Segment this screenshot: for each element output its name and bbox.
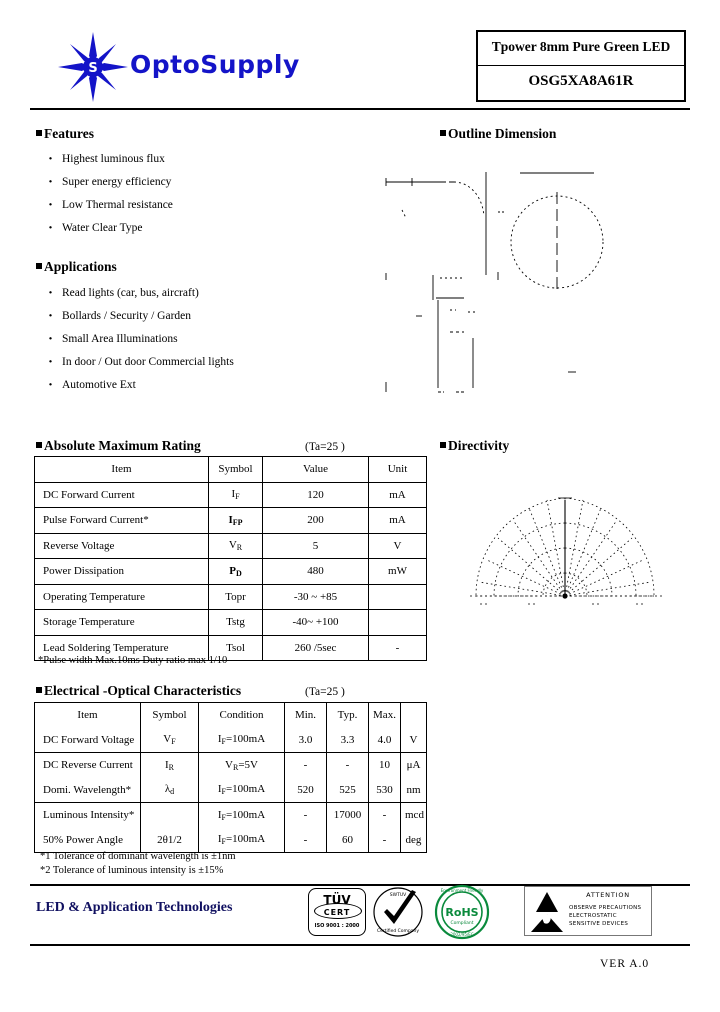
cell-symbol xyxy=(141,803,199,828)
table-row xyxy=(35,482,427,508)
cell-symbol: $V_R$ xyxy=(209,533,263,559)
bullet-square-icon xyxy=(36,130,42,136)
cell-item: Domi. Wavelength* xyxy=(35,778,141,803)
cell-symbol: Tstg xyxy=(209,610,263,636)
electrical-footnote-1: *1 Tolerance of dominant wavelength is ±1nm xyxy=(40,851,236,862)
tuv-label-1: TÜV xyxy=(323,893,351,907)
product-title: Tpower 8mm Pure Green LED xyxy=(491,39,671,54)
features-heading xyxy=(36,126,94,142)
outline-dimension-label: Outline Dimension xyxy=(448,126,557,141)
bullet-square-icon xyxy=(36,687,42,693)
cell-item: Pulse Forward Current* xyxy=(35,508,209,534)
cell-min: 3.0 xyxy=(285,728,327,753)
swtuv-top-label: SWTUV xyxy=(389,893,407,898)
bullet-square-icon xyxy=(440,442,446,448)
cell-condition: $I_F=100mA$ xyxy=(199,803,285,828)
tuv-cert-badge xyxy=(308,888,366,936)
cell-unit: mW xyxy=(369,559,427,585)
header-rule xyxy=(30,108,690,110)
table-row xyxy=(35,533,427,559)
cell-condition: $I_F=100mA$ xyxy=(199,828,285,853)
col-header-typ: Typ. xyxy=(327,703,369,728)
cell-max: 4.0 xyxy=(369,728,401,753)
swtuv-caption: Certified Company xyxy=(376,929,420,934)
applications-heading-label: Applications xyxy=(44,259,117,274)
bullet-square-icon xyxy=(36,263,42,269)
cell-min: - xyxy=(285,828,327,853)
cell-typ: - xyxy=(327,753,369,778)
cell-symbol: $V_F$ xyxy=(141,728,199,753)
cell-symbol: $I_R$ xyxy=(141,753,199,778)
col-header-symbol: Symbol xyxy=(209,457,263,483)
cell-value: 5 xyxy=(263,533,369,559)
rohs-top-text: Environment Friendly xyxy=(440,888,484,893)
col-header-item: Item xyxy=(35,457,209,483)
list-item: · Super energy efficiency xyxy=(40,171,300,194)
cell-symbol: $\lambda_d$ xyxy=(141,778,199,803)
cell-unit: mcd xyxy=(401,803,427,828)
cell-symbol: 2θ1/2 xyxy=(141,828,199,853)
cell-max: - xyxy=(369,803,401,828)
cell-item: 50% Power Angle xyxy=(35,828,141,853)
cell-value: 120 xyxy=(263,482,369,508)
col-header-item: Item xyxy=(35,703,141,728)
col-header-condition: Condition xyxy=(199,703,285,728)
esd-lines xyxy=(569,904,641,928)
list-item: · Highest luminous flux xyxy=(40,148,300,171)
table-row xyxy=(35,728,427,753)
esd-line-1: OBSERVE PRECAUTIONS xyxy=(569,905,642,911)
directivity-polar-diagram xyxy=(440,468,690,608)
col-header-max: Max. xyxy=(369,703,401,728)
cell-symbol: Topr xyxy=(209,584,263,610)
outline-dimension-heading xyxy=(440,126,556,142)
absolute-maximum-rating-table xyxy=(34,456,427,661)
col-header-unit: Unit xyxy=(369,457,427,483)
rohs-bottom-text: 2002/95/EC xyxy=(450,932,474,937)
cell-symbol: $I_{FP}$ xyxy=(209,508,263,534)
cell-item: Reverse Voltage xyxy=(35,533,209,559)
title-divider xyxy=(478,65,684,66)
cell-symbol: $I_F$ xyxy=(209,482,263,508)
part-number: OSG5XA8A61R xyxy=(528,73,634,89)
table-row xyxy=(35,559,427,585)
footer-tagline: LED & Application Technologies xyxy=(36,900,233,915)
col-header-symbol: Symbol xyxy=(141,703,199,728)
outline-dimension-drawing xyxy=(372,160,688,415)
electrical-optical-table xyxy=(34,702,427,853)
cell-item: DC Forward Current xyxy=(35,482,209,508)
table-header-row xyxy=(35,703,427,728)
tuv-label-3: ISO 9001 : 2000 xyxy=(314,923,360,929)
cell-unit: - xyxy=(369,635,427,661)
list-item: · Bollards / Security / Garden xyxy=(40,305,320,328)
cell-condition: $I_F=100mA$ xyxy=(199,728,285,753)
table-row xyxy=(35,803,427,828)
cell-value: -40~ +100 xyxy=(263,610,369,636)
list-item: · Water Clear Type xyxy=(40,217,300,240)
directivity-heading xyxy=(440,438,509,454)
features-heading-label: Features xyxy=(44,126,94,141)
electrical-heading-label: Electrical -Optical Characteristics xyxy=(44,683,242,698)
cell-unit: deg xyxy=(401,828,427,853)
cell-min: - xyxy=(285,753,327,778)
bullet-square-icon xyxy=(440,130,446,136)
cell-typ: 17000 xyxy=(327,803,369,828)
esd-line-2: ELECTROSTATIC xyxy=(569,913,617,919)
applications-list xyxy=(40,282,320,397)
cell-unit: mA xyxy=(369,482,427,508)
esd-title: ATTENTION xyxy=(586,891,630,899)
abs-max-condition: (Ta=25 ) xyxy=(305,441,345,453)
cell-unit xyxy=(369,610,427,636)
cell-typ: 3.3 xyxy=(327,728,369,753)
col-header-unit xyxy=(401,703,427,728)
rohs-label: RoHS xyxy=(445,906,479,919)
rohs-sub-label: Compliant xyxy=(450,921,474,926)
cell-symbol: $P_D$ xyxy=(209,559,263,585)
electrical-condition: (Ta=25 ) xyxy=(305,686,345,698)
version-label: VER A.0 xyxy=(600,958,650,970)
company-name: OptoSupply xyxy=(130,50,300,79)
list-item: · In door / Out door Commercial lights xyxy=(40,351,320,374)
col-header-min: Min. xyxy=(285,703,327,728)
electrical-footnote-2: *2 Tolerance of luminous intensity is ±15% xyxy=(40,865,224,876)
cell-item: Storage Temperature xyxy=(35,610,209,636)
esd-line-3: SENSITIVE DEVICES xyxy=(569,921,629,927)
applications-heading xyxy=(36,259,117,275)
footer-rule-bottom xyxy=(30,944,690,946)
list-item: · Read lights (car, bus, aircraft) xyxy=(40,282,320,305)
table-row xyxy=(35,508,427,534)
cell-min: - xyxy=(285,803,327,828)
electrical-heading xyxy=(36,683,241,699)
cell-item: Luminous Intensity* xyxy=(35,803,141,828)
bullet-square-icon xyxy=(36,442,42,448)
cell-max: 530 xyxy=(369,778,401,803)
abs-max-footnote: *Pulse width Max.10ms Duty ratio max 1/10 xyxy=(38,655,228,666)
esd-hand-triangle-icon xyxy=(527,888,567,936)
features-list xyxy=(40,148,300,240)
cell-typ: 525 xyxy=(327,778,369,803)
table-row xyxy=(35,778,427,803)
tuv-label-2: CERT xyxy=(323,908,351,917)
company-logo xyxy=(38,30,338,100)
cell-unit xyxy=(369,584,427,610)
table-header-row xyxy=(35,457,427,483)
cell-symbol: Tsol xyxy=(209,635,263,661)
cell-value: 480 xyxy=(263,559,369,585)
list-item: · Small Area Illuminations xyxy=(40,328,320,351)
table-row xyxy=(35,828,427,853)
cell-item: Operating Temperature xyxy=(35,584,209,610)
cell-value: 200 xyxy=(263,508,369,534)
abs-max-heading xyxy=(36,438,201,454)
col-header-value: Value xyxy=(263,457,369,483)
table-row xyxy=(35,610,427,636)
cell-unit: V xyxy=(369,533,427,559)
cell-max: 10 xyxy=(369,753,401,778)
cell-condition: $I_F=100mA$ xyxy=(199,778,285,803)
cell-typ: 60 xyxy=(327,828,369,853)
abs-max-heading-label: Absolute Maximum Rating xyxy=(44,438,201,453)
esd-attention-box xyxy=(524,886,652,936)
cell-unit: mA xyxy=(369,508,427,534)
product-title-box xyxy=(476,30,686,102)
table-row xyxy=(35,584,427,610)
cell-unit: V xyxy=(401,728,427,753)
cell-item: DC Forward Voltage xyxy=(35,728,141,753)
page-header xyxy=(0,14,720,106)
cell-item: Power Dissipation xyxy=(35,559,209,585)
cell-item: Lead Soldering Temperature xyxy=(35,635,209,661)
cell-item: DC Reverse Current xyxy=(35,753,141,778)
cell-max: - xyxy=(369,828,401,853)
cell-condition: $V_R=5V$ xyxy=(199,753,285,778)
cell-min: 520 xyxy=(285,778,327,803)
directivity-heading-label: Directivity xyxy=(448,438,510,453)
table-row xyxy=(35,753,427,778)
star-burst-icon xyxy=(58,32,128,102)
cell-value: 260 /5sec xyxy=(263,635,369,661)
cell-unit: nm xyxy=(401,778,427,803)
swtuv-checkmark-badge xyxy=(372,886,424,938)
list-item: · Automotive Ext xyxy=(40,374,320,397)
cell-value: -30 ~ +85 xyxy=(263,584,369,610)
list-item: · Low Thermal resistance xyxy=(40,194,300,217)
cell-unit: μA xyxy=(401,753,427,778)
svg-text:S: S xyxy=(88,61,98,76)
rohs-compliant-badge xyxy=(434,884,490,940)
